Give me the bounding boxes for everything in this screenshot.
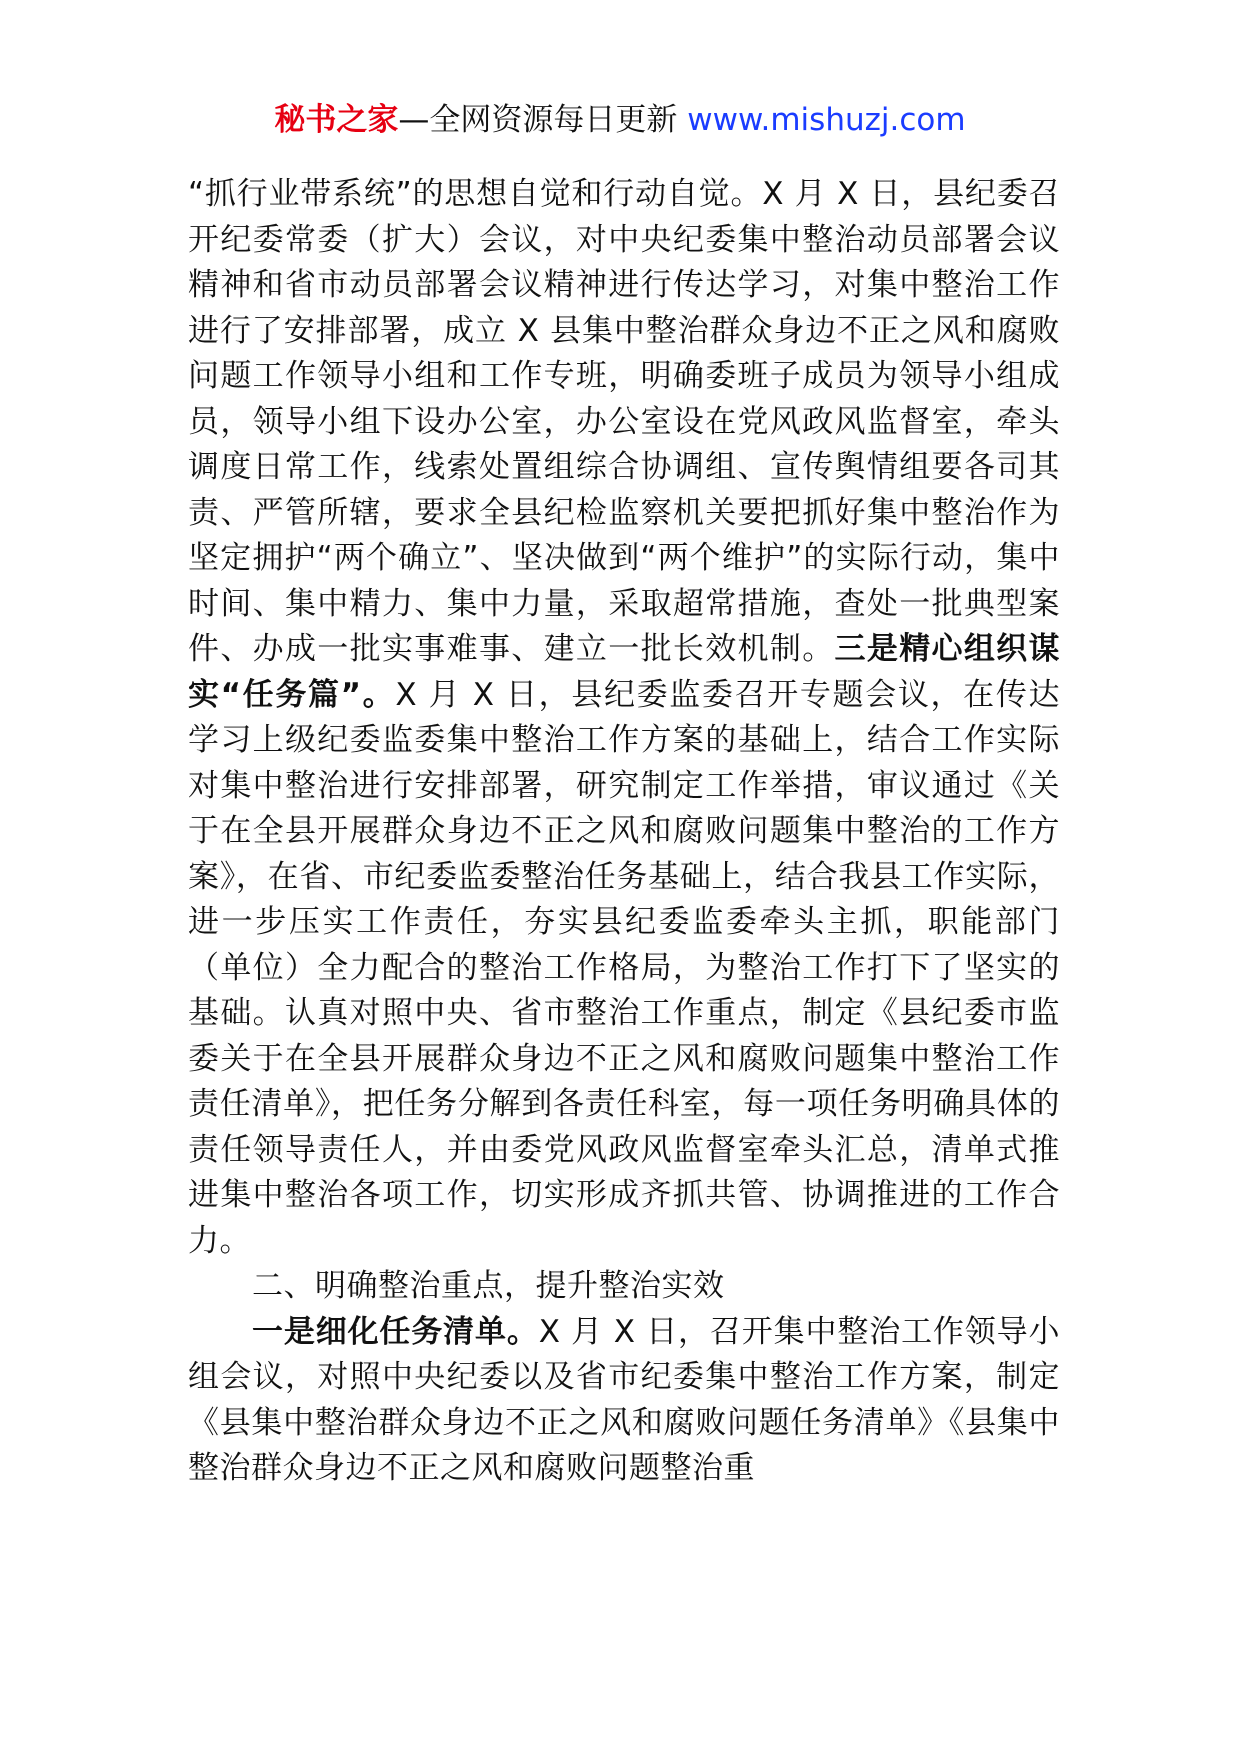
document-body (188, 172, 1060, 1492)
page-header (0, 98, 1240, 142)
site-url-link[interactable]: www.mishuzj.com (687, 102, 966, 138)
paragraph (188, 1310, 1060, 1492)
bold-lead-phrase: 三是精心组织谋实“任务篇”。 (188, 631, 1061, 713)
bold-lead-phrase: 一是细化任务清单。 (252, 1313, 539, 1350)
paragraph-continuation (188, 172, 1060, 1264)
header-slogan: —全网资源每日更新 (398, 102, 678, 138)
paragraph-text: X 月 X 日，召开集中整治工作领导小组会议，对照中央纪委以及省市纪委集中整治工作方案，制定《县集中整治群众身边不正之风和腐败问题任务清单》《县集中整治群众身边不正之风和腐败问题整治重 (188, 1313, 1060, 1486)
paragraph-text: “抓行业带系统”的思想自觉和行动自觉。X 月 X 日，县纪委召开纪委常委（扩大）会议，对中央纪委集中整治动员部署会议精神和省市动员部署会议精神进行传达学习，对集中整治工作进行了安排部署，成立 X 县集中整治群众身边不正之风和腐败问题工作领导小组和工作专班，明确委班子成员为领导小组成员，领导小组下设办公室，办公室设在党风政风监督室，牵头调度日常工作，线索处置组综合协调组、宣传舆情组要各司其责、严管所辖，要求全县纪检监察机关要把抓好集中整治作为坚定拥护“两个确立”、坚决做到“两个维护”的实际行动，集中时间、集中精力、集中力量，采取超常措施，查处一批典型案件、办成一批实事难事、建立一批长效机制。 (188, 176, 1060, 667)
section-heading: 二、明确整治重点，提升整治实效 (252, 1268, 725, 1304)
brand-name: 秘书之家 (274, 102, 399, 138)
paragraph-text: X 月 X 日，县纪委监委召开专题会议，在传达学习上级纪委监委集中整治工作方案的基础上，结合工作实际对集中整治进行安排部署，研究制定工作举措，审议通过《关于在全县开展群众身边不正之风和腐败问题集中整治的工作方案》，在省、市纪委监委整治任务基础上，结合我县工作实际，进一步压实工作责任，夯实县纪委监委牵头主抓，职能部门（单位）全力配合的整治工作格局，为整治工作打下了坚实的基础。认真对照中央、省市整治工作重点，制定《县纪委市监委关于在全县开展群众身边不正之风和腐败问题集中整治工作责任清单》，把任务分解到各责任科室，每一项任务明确具体的责任领导责任人，并由委党风政风监督室牵头汇总，清单式推进集中整治各项工作，切实形成齐抓共管、协调推进的工作合力。 (188, 676, 1060, 1259)
